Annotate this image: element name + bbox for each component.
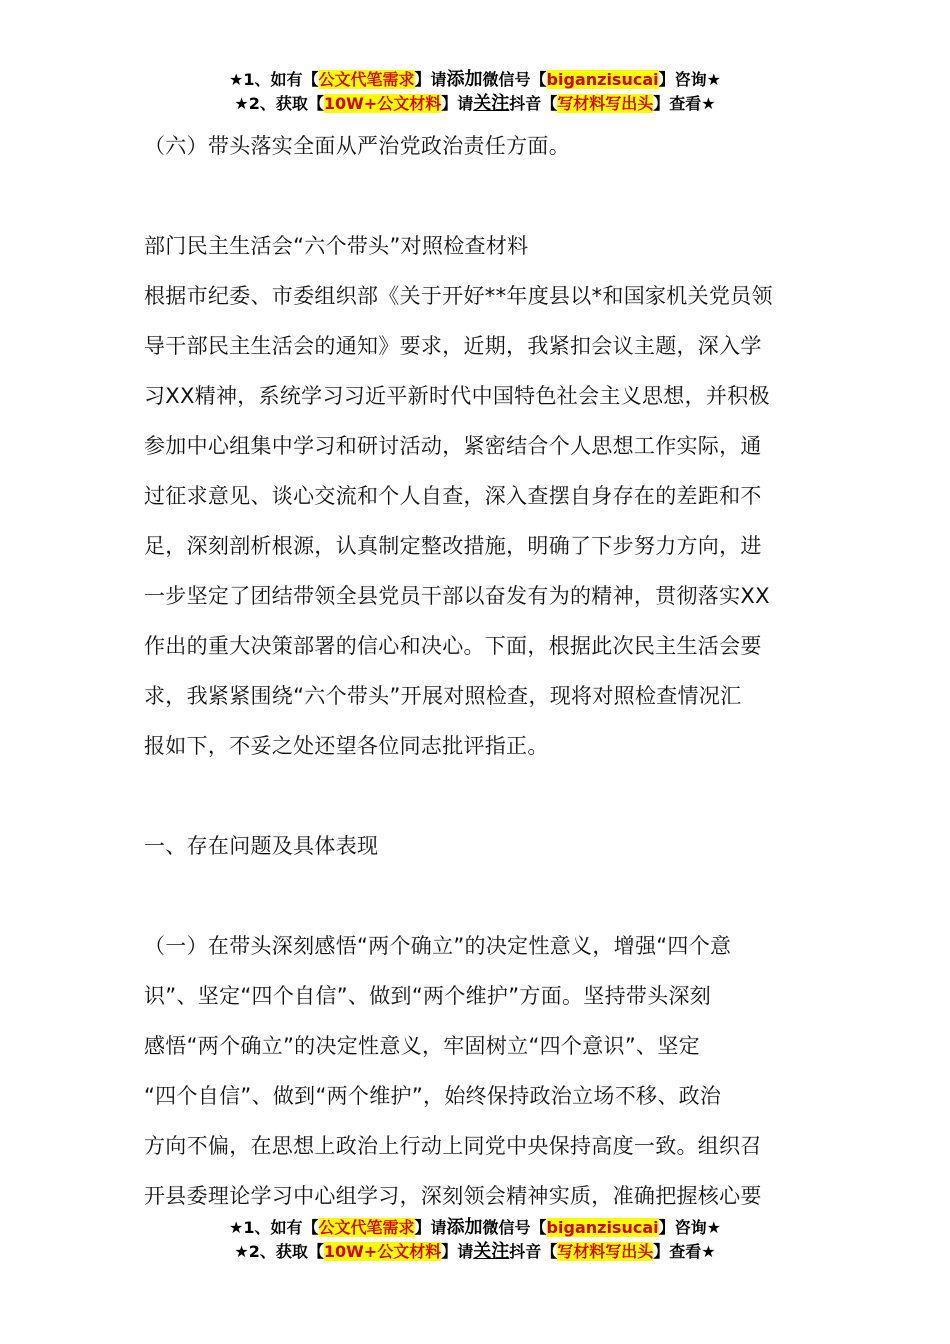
promo-line-1 bbox=[0, 1216, 950, 1240]
promo-text: 】咨询★ bbox=[658, 1218, 721, 1237]
sub1-line: 开县委理论学习中心组学习，深刻领会精神实质，准确把握核心要 bbox=[144, 1184, 762, 1208]
sub1-line: （一）在带头深刻感悟“两个确立”的决定性意义，增强“四个意 bbox=[144, 934, 732, 958]
promo-emphasis: 添加 bbox=[446, 69, 483, 90]
intro-line: 根据市纪委、市委组织部《关于开好**年度县以*和国家机关党员领 bbox=[144, 284, 773, 308]
promo-highlight-douyin: 写材料写出头 bbox=[557, 1242, 654, 1261]
promo-emphasis: 关注 bbox=[473, 93, 510, 114]
intro-line: 报如下，不妥之处还望各位同志批评指正。 bbox=[144, 734, 549, 758]
promo-emphasis: 添加 bbox=[446, 1217, 483, 1238]
promo-text: 】请 bbox=[414, 1218, 447, 1237]
blank-line bbox=[144, 871, 808, 921]
intro-line: 习XX精神，系统学习习近平新时代中国特色社会主义思想，并积极 bbox=[144, 384, 770, 408]
promo-highlight: 10W+公文材料 bbox=[323, 1242, 442, 1261]
sub1-line: 感悟“两个确立”的决定性意义，牢固树立“四个意识”、坚定 bbox=[144, 1034, 700, 1058]
section6-heading: （六）带头落实全面从严治党政治责任方面。 bbox=[144, 134, 570, 158]
promo-highlight-douyin: 写材料写出头 bbox=[557, 94, 654, 113]
promo-emphasis: 关注 bbox=[473, 1241, 510, 1262]
promo-text: 】请 bbox=[441, 94, 474, 113]
promo-highlight-wechat: biganzisucai bbox=[546, 1218, 659, 1237]
promo-text: 微信号【 bbox=[482, 70, 547, 89]
document-title: 部门民主生活会“六个带头”对照检查材料 bbox=[144, 234, 529, 258]
promo-text: ★2、获取【 bbox=[234, 94, 324, 113]
top-promo-banner bbox=[0, 68, 950, 116]
sub1-line: 识”、坚定“四个自信”、做到“两个维护”方面。坚持带头深刻 bbox=[144, 984, 712, 1008]
intro-line: 足，深刻剖析根源，认真制定整改措施，明确了下步努力方向，进 bbox=[144, 534, 762, 558]
promo-text: 】查看★ bbox=[653, 94, 716, 113]
blank-line bbox=[144, 171, 808, 221]
intro-line: 参加中心组集中学习和研讨活动，紧密结合个人思想工作实际，通 bbox=[144, 434, 762, 458]
promo-text: ★1、如有【 bbox=[229, 70, 319, 89]
promo-highlight: 10W+公文材料 bbox=[323, 94, 442, 113]
bottom-promo-banner bbox=[0, 1216, 950, 1264]
intro-line: 导干部民主生活会的通知》要求，近期，我紧扣会议主题，深入学 bbox=[144, 334, 762, 358]
intro-line: 求，我紧紧围绕“六个带头”开展对照检查，现将对照检查情况汇 bbox=[144, 684, 742, 708]
promo-highlight: 公文代笔需求 bbox=[318, 70, 415, 89]
promo-text: 】查看★ bbox=[653, 1242, 716, 1261]
blank-line bbox=[144, 771, 808, 821]
promo-text: 】请 bbox=[414, 70, 447, 89]
promo-line-2 bbox=[0, 92, 950, 116]
intro-line: 一步坚定了团结带领全县党员干部以奋发有为的精神，贯彻落实XX bbox=[144, 584, 770, 608]
part1-heading: 一、存在问题及具体表现 bbox=[144, 834, 379, 858]
promo-text: 】请 bbox=[441, 1242, 474, 1261]
promo-text: ★1、如有【 bbox=[229, 1218, 319, 1237]
promo-line-1 bbox=[0, 68, 950, 92]
document-body bbox=[144, 121, 808, 1221]
promo-text: 抖音【 bbox=[509, 1242, 558, 1261]
promo-text: 微信号【 bbox=[482, 1218, 547, 1237]
promo-text: 抖音【 bbox=[509, 94, 558, 113]
promo-highlight-wechat: biganzisucai bbox=[546, 70, 659, 89]
sub1-line: “四个自信”、做到“两个维护”，始终保持政治立场不移、政治 bbox=[144, 1084, 722, 1108]
promo-text: 】咨询★ bbox=[658, 70, 721, 89]
promo-text: ★2、获取【 bbox=[234, 1242, 324, 1261]
sub1-line: 方向不偏，在思想上政治上行动上同党中央保持高度一致。组织召 bbox=[144, 1134, 762, 1158]
promo-highlight: 公文代笔需求 bbox=[318, 1218, 415, 1237]
promo-line-2 bbox=[0, 1240, 950, 1264]
intro-line: 过征求意见、谈心交流和个人自查，深入查摆自身存在的差距和不 bbox=[144, 484, 762, 508]
intro-line: 作出的重大决策部署的信心和决心。下面，根据此次民主生活会要 bbox=[144, 634, 762, 658]
